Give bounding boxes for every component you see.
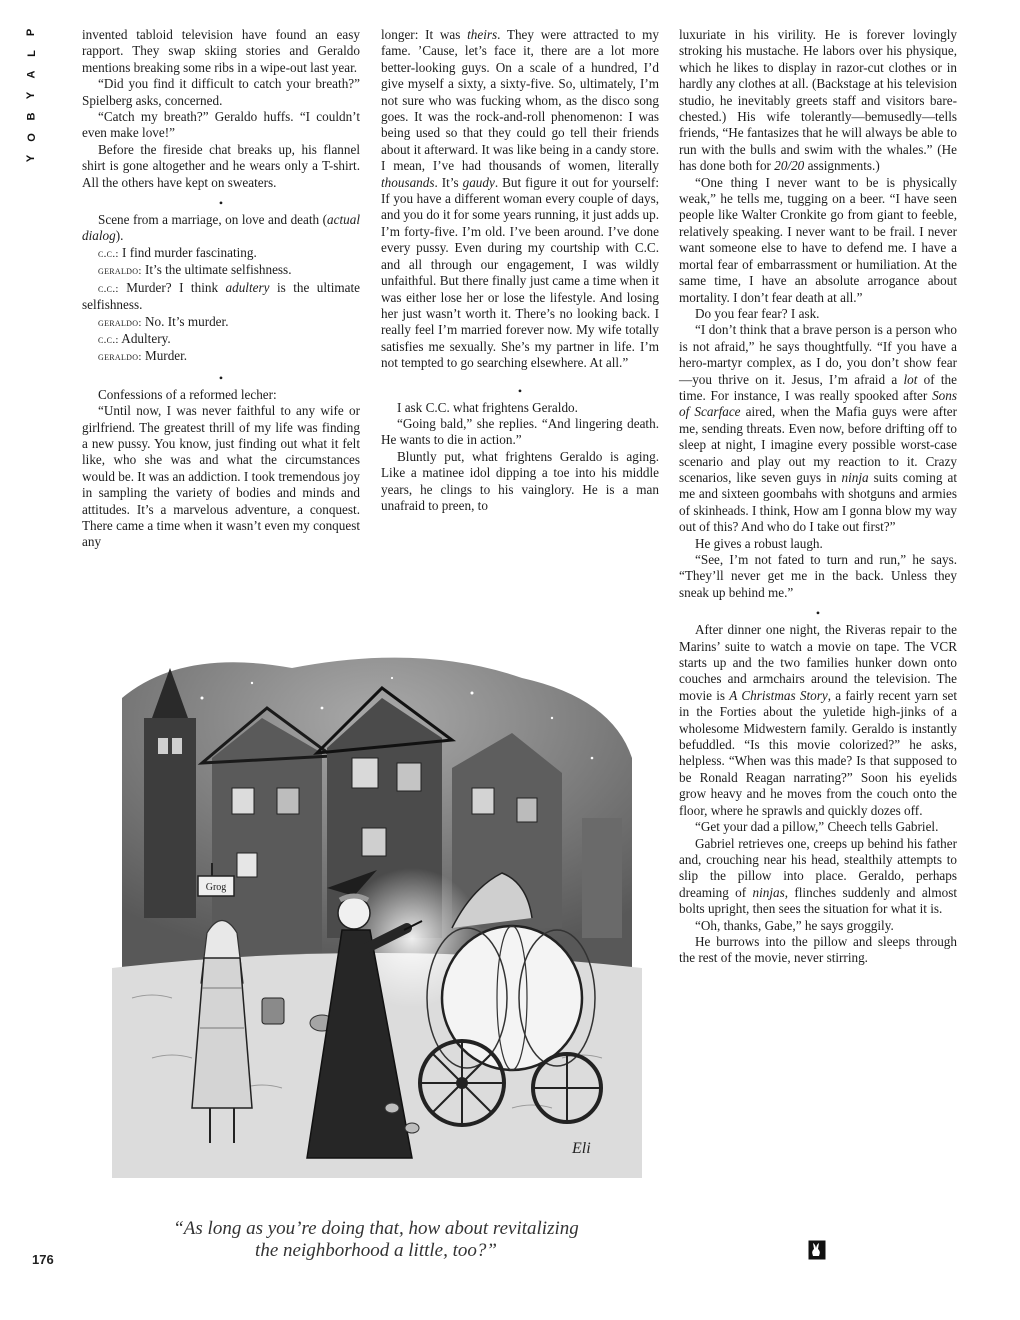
dialog-line: c.c.: Murder? I think adultery is the ultimate selfishness. <box>82 279 360 313</box>
cartoon-caption <box>92 1218 660 1262</box>
dialog-line: c.c.: Adultery. <box>98 330 171 346</box>
masthead-letter: O <box>25 133 38 142</box>
paragraph: He burrows into the pillow and sleeps through the rest of the movie, never stirring. <box>679 933 957 966</box>
speaker-label: c.c.: <box>98 282 119 295</box>
paragraph: Bluntly put, what frightens Geraldo is aging. Like a matinee idol dipping a toe into his middle years, he clings to his vainglory. He is a man unafraid to preen, to <box>381 448 659 513</box>
dialog-line: geraldo: No. It’s murder. <box>98 313 229 329</box>
paragraph: “Catch my breath?” Geraldo huffs. “I couldn’t even make love!” <box>82 109 360 141</box>
paragraph: luxuriate in his virility. He is forever lovingly stroking his mustache. He labors over his physique, which he likes to display in razor-cut clothes or in hardly any clothes at all. (Backstage at his television studio, he inevitably greets staff and visitors bare-chested.) His wife tolerantly—bemusedly—tells friends, “He fantasizes that he will always be able to run with the bulls and swim with the whales.” (He has done both for 20/20 assignments.) <box>679 27 957 174</box>
svg-text:Grog: Grog <box>205 882 227 893</box>
section-bullet: • <box>218 370 224 385</box>
paragraph: longer: It was theirs. They were attracted to my fame. ’Cause, let’s face it, there are a lot more better-looking guys. On a scale of a hundred, I’d give myself a sixty, a sixty-five. So, ultimately, I’m not sure who was fucking whom, as the disco song goes. It was the rock-and-roll phenomenon: I was being used so that they could go tell their friends about it afterward. It was like being in a candy store. I mean, I’ve had thousands of women, literally thousands. It’s gaudy. But figure it out for yourself: If you have a different woman every couple of days, and you do it for some years running, it just adds up. I’m forty-five. I’m old. I’ve been around. I’ve done every pussy. Even during my courtship with C.C. and all through our engagement, I was wildly unfaithful. But there finally just came a time when it was either lose her or lose the lifestyle. And losing her just wasn’t worth it. There’s no looking back. I really feel I’m married forever now. My wife totally satisfies me sexually. She’s my partner in life. I’m not tempted to go searching elsewhere. At all.” <box>381 27 659 371</box>
paragraph: “Until now, I was never faithful to any wife or girlfriend. The greatest thrill of my life was finding a new pussy. You know, just finding out what it felt like, who she was and what the circumstances would be. It was an addiction. I took tremendous joy in sampling the variety of bodies and minds and attitudes. It’s a marvelous adventure, a conquest. There came a time when it wasn’t even my conquest any <box>82 403 360 550</box>
section-bullet: • <box>218 196 224 211</box>
paragraph: “See, I’m not fated to turn and run,” he says. “They’ll never get me in the back. Unless they sneak up behind me.” <box>679 552 957 600</box>
playboy-bunny-end-mark-icon <box>808 1240 826 1260</box>
paragraph: He gives a robust laugh. <box>695 535 823 551</box>
paragraph: Scene from a marriage, on love and death (actual dialog). <box>82 212 360 244</box>
paragraph: “One thing I never want to be is physically weak,” he tells me, tugging on a beer. “I have seen people like Walter Cronkite go from giant to feeble, relatively speaking. I never want to be frail. I never want someone else to have to defend me. I have a mortal fear of embarrassment or humiliation. At the same time, I have an absolute arrogance about mortality. I don’t fear death at all.” <box>679 174 957 305</box>
article-column-1 <box>82 27 360 551</box>
dialog-line: geraldo: Murder. <box>98 348 188 364</box>
article-column-2 <box>381 27 659 514</box>
speaker-label: geraldo: <box>98 351 142 364</box>
masthead-letter: P <box>25 28 38 37</box>
paragraph: Confessions of a reformed lecher: <box>98 386 277 402</box>
paragraph: Gabriel retrieves one, creeps up behind his father and, crouching near his head, stealthily attempts to slip the pillow into place. Geraldo, perhaps dreaming of ninjas, flinches suddenly and almost bolts upright, then sees the situation for what it is. <box>679 835 957 917</box>
paragraph: Before the fireside chat breaks up, his flannel shirt is gone altogether and he wears only a T-shirt. All the others have kept on sweaters. <box>82 141 360 190</box>
paragraph: “Get your dad a pillow,” Cheech tells Gabriel. <box>695 819 939 835</box>
page-number: 176 <box>32 1252 54 1267</box>
section-bullet: • <box>517 383 523 398</box>
caption-line: “As long as you’re doing that, how about revitalizing <box>173 1218 579 1239</box>
speaker-label: geraldo: <box>98 265 142 278</box>
caption-line: the neighborhood a little, too?” <box>255 1240 497 1261</box>
masthead-letter: B <box>25 112 38 121</box>
paragraph: Do you fear fear? I ask. <box>695 305 820 321</box>
paragraph: After dinner one night, the Riveras repair to the Marins’ suite to watch a movie on tape. The VCR starts up and the two families hunker down onto couches and armchairs around the television. The movie is A Christmas Story, a fairly recent yarn set in the Forties about the yuletide high-jinks of a wholesome Midwestern family. Geraldo is instantly befuddled. “Is this movie colorized?” he asks, helpless. “When was this made? Is that supposed to be Ronald Reagan narrating?” Soon his eyelids grow heavy and he moves from the couch onto the floor, where he sprawls and quickly dozes off. <box>679 622 957 818</box>
speaker-label: geraldo: <box>98 316 142 329</box>
dialog-line: geraldo: It’s the ultimate selfishness. <box>98 262 292 278</box>
section-bullet: • <box>815 606 821 621</box>
paragraph: invented tabloid television have found an easy rapport. They swap skiing stories and Geraldo mentions breaking some ribs in a wipe-out last year. <box>82 27 360 75</box>
masthead-letter: Y <box>25 91 38 100</box>
masthead-letter: A <box>25 70 38 79</box>
paragraph: “Oh, thanks, Gabe,” he says groggily. <box>695 917 894 933</box>
paragraph: “Going bald,” she replies. “And lingering death. He wants to die in action.” <box>381 415 659 448</box>
masthead-letter: Y <box>25 154 38 163</box>
masthead-letter: L <box>25 50 38 57</box>
article-column-3 <box>679 27 957 967</box>
speaker-label: c.c.: <box>98 333 119 346</box>
speaker-label: c.c.: <box>98 247 119 260</box>
cartoon-illustration <box>92 638 660 1212</box>
paragraph: “I don’t think that a brave person is a person who is not afraid,” he says thoughtfully. “If you have a hero-martyr complex, as I do, you don’t show fear—you thrive on it. Jesus, I’m afraid a lot of the time. For instance, I was really spooked after Sons of Scarface aired, when the Mafia guys were after me, sending threats. Even now, before drifting off to sleep at night, I imagine every possible worst-case scenario and play out my reaction to it. Crazy scenarios, like seven guys in ninja suits coming at me and sixteen goombahs with shotguns and armies of skinheads. I think, How am I gonna blow my way out of this? And who do I take out first?” <box>679 322 957 535</box>
magazine-masthead <box>22 22 42 169</box>
paragraph: “Did you find it difficult to catch your breath?” Spielberg asks, concerned. <box>82 76 360 108</box>
dialog-line: c.c.: I find murder fascinating. <box>98 244 257 260</box>
paragraph: I ask C.C. what frightens Geraldo. <box>397 399 578 415</box>
artist-signature: Eli <box>572 1140 591 1157</box>
